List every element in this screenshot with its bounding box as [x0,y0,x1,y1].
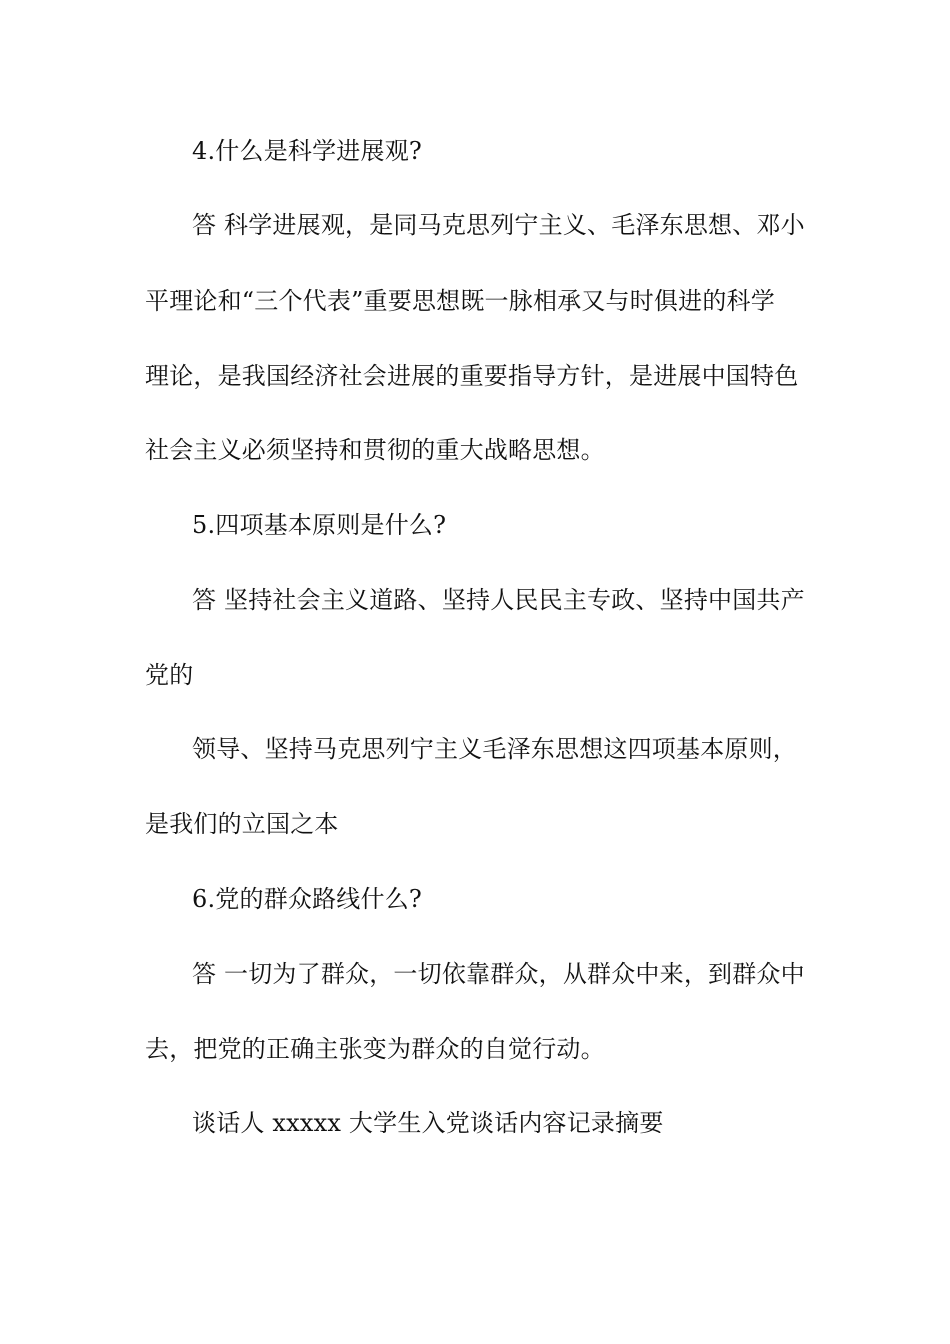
question-4-heading: 4.什么是科学进展观? [192,137,422,165]
answer-4-line-1: 答 科学进展观，是同马克思列宁主义、毛泽东思想、邓小 [192,211,805,239]
answer-5-line-2: 党的 [145,661,194,689]
answer-5-line-4: 是我们的立国之本 [145,810,339,838]
question-6-heading: 6.党的群众路线什么? [192,885,422,913]
answer-5-line-1: 答 坚持社会主义道路、坚持人民民主专政、坚持中国共产 [192,586,805,614]
answer-5-line-3: 领导、坚持马克思列宁主义毛泽东思想这四项基本原则， [192,735,797,763]
answer-4-line-2: 平理论和“三个代表”重要思想既一脉相承又与时俱进的科学 [145,287,775,315]
speaker-title-line: 谈话人 xxxxx 大学生入党谈话内容记录摘要 [192,1109,664,1137]
answer-4-line-3: 理论，是我国经济社会进展的重要指导方针，是进展中国特色 [145,362,799,390]
answer-6-line-2: 去，把党的正确主张变为群众的自觉行动。 [145,1035,605,1063]
answer-4-line-4: 社会主义必须坚持和贯彻的重大战略思想。 [145,436,605,464]
question-5-heading: 5.四项基本原则是什么? [192,511,447,539]
answer-6-line-1: 答 一切为了群众，一切依靠群众，从群众中来，到群众中 [192,960,805,988]
